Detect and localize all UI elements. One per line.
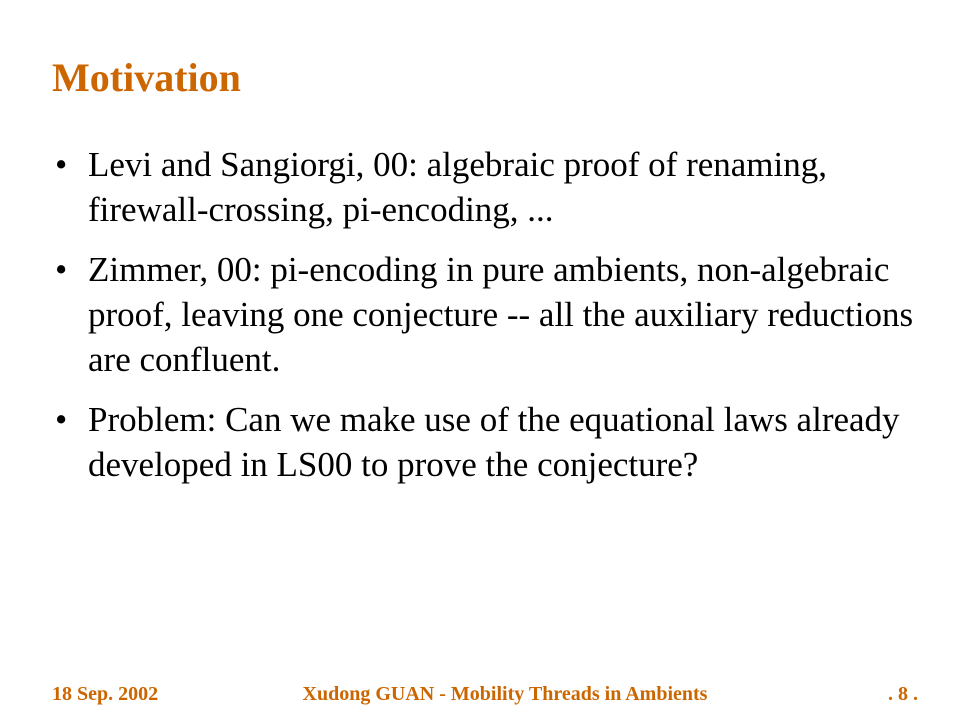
footer-author-title: Xudong GUAN - Mobility Threads in Ambients bbox=[302, 683, 708, 705]
bullet-text: Zimmer, 00: pi-encoding in pure ambients, non-algebraic proof, leaving one conjecture -- all the auxiliary reductions are confluent. bbox=[88, 250, 914, 379]
footer-page-number: . 8 . bbox=[888, 683, 918, 705]
bullet-item bbox=[55, 142, 955, 232]
bullet-list bbox=[55, 142, 955, 502]
bullet-marker: • bbox=[55, 400, 68, 439]
footer-date: 18 Sep. 2002 bbox=[52, 683, 159, 705]
bullet-text: Problem: Can we make use of the equational laws already developed in LS00 to prove the conjecture? bbox=[88, 400, 900, 484]
bullet-text: Levi and Sangiorgi, 00: algebraic proof of renaming, firewall-crossing, pi-encoding, ... bbox=[88, 145, 827, 229]
slide-title: Motivation bbox=[52, 55, 241, 100]
bullet-item bbox=[55, 247, 955, 382]
bullet-marker: • bbox=[55, 145, 68, 184]
bullet-marker: • bbox=[55, 250, 68, 289]
bullet-item bbox=[55, 397, 955, 487]
